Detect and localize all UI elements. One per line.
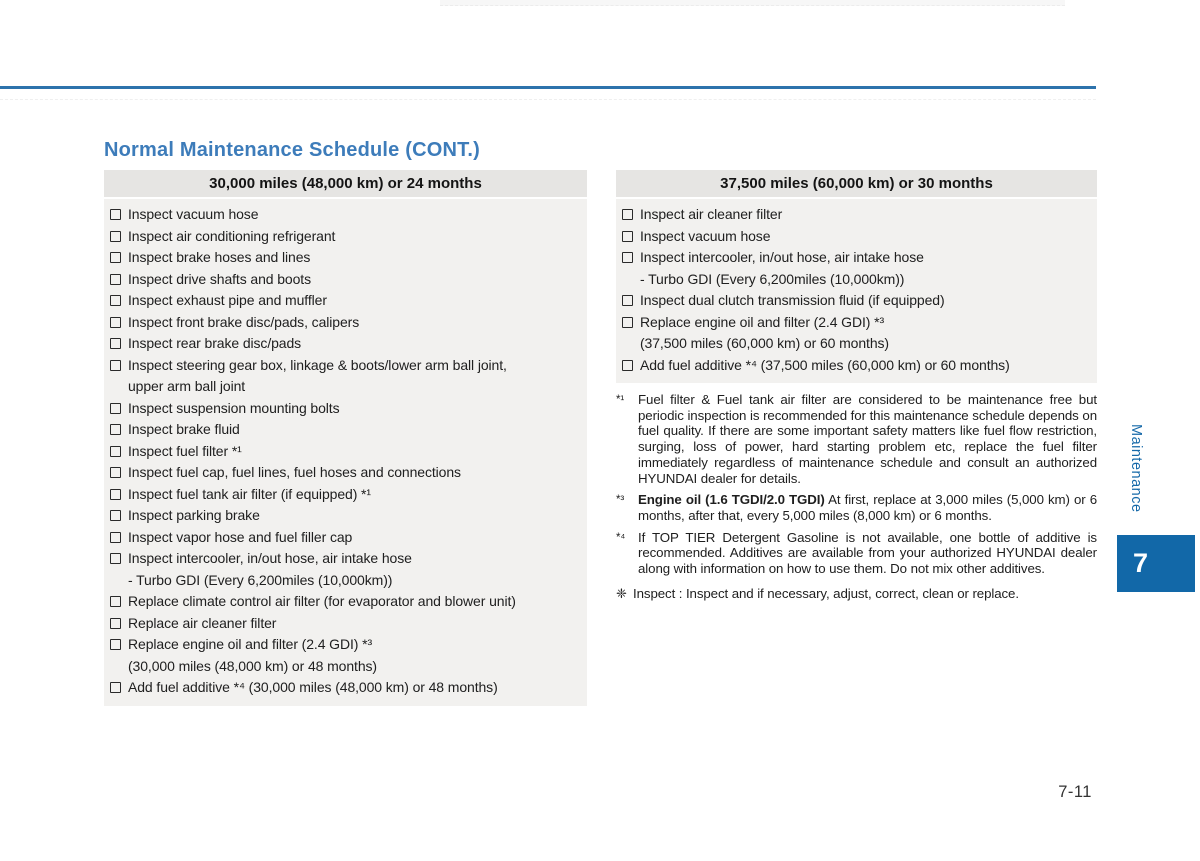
footnote-1 xyxy=(616,392,1097,486)
item-label-continued: (37,500 miles (60,000 km) or 60 months) xyxy=(640,335,889,351)
maintenance-item xyxy=(108,419,583,441)
item-label: Inspect exhaust pipe and muffler xyxy=(128,292,327,308)
item-label: Replace engine oil and filter (2.4 GDI) *³ xyxy=(128,636,373,652)
maintenance-item xyxy=(108,226,583,248)
schedule-header-left: 30,000 miles (48,000 km) or 24 months xyxy=(104,170,587,197)
footnote-text: If TOP TIER Detergent Gasoline is not available, one bottle of additive is recommended. Additives are available from your authorized HYUNDAI dealer along with information on how to use them. Do not mix other additives. xyxy=(638,529,1097,577)
item-label: Inspect front brake disc/pads, calipers xyxy=(128,313,360,330)
maintenance-item xyxy=(108,548,583,591)
item-label-continued: - Turbo GDI (Every 6,200miles (10,000km)) xyxy=(640,270,905,287)
item-label: Inspect fuel tank air filter (if equipped) *¹ xyxy=(128,485,371,502)
checkbox-icon xyxy=(110,639,121,650)
footnote-marker: *¹ xyxy=(616,394,625,406)
schedule-column-right xyxy=(616,170,1097,602)
checkbox-icon xyxy=(110,682,121,693)
header-divider-rule xyxy=(0,86,1096,89)
checkbox-icon xyxy=(622,295,633,306)
checkbox-icon xyxy=(110,231,121,242)
item-label-continued: upper arm ball joint xyxy=(128,378,246,394)
item-label: Inspect air cleaner filter xyxy=(640,206,783,222)
checkbox-icon xyxy=(110,360,121,371)
item-label: Inspect vapor hose and fuel filler cap xyxy=(128,528,353,545)
item-label: Add fuel additive *⁴ (30,000 miles (48,000 km) or 48 months) xyxy=(128,679,498,695)
item-label: Inspect intercooler, in/out hose, air intake hose xyxy=(640,249,924,265)
maintenance-item xyxy=(620,290,1093,312)
item-label: Inspect steering gear box, linkage & boots/lower arm ball joint, xyxy=(128,356,507,373)
checkbox-icon xyxy=(110,618,121,629)
maintenance-item xyxy=(108,527,583,549)
chapter-number: 7 xyxy=(1133,548,1149,578)
maintenance-item xyxy=(108,247,583,269)
maintenance-item xyxy=(108,204,583,226)
item-label-continued: - Turbo GDI (Every 6,200miles (10,000km)) xyxy=(128,571,393,588)
item-label: Replace air cleaner filter xyxy=(128,614,277,631)
checkbox-icon xyxy=(110,252,121,263)
schedule-list-left xyxy=(104,199,587,706)
maintenance-item xyxy=(108,355,583,398)
maintenance-item xyxy=(620,247,1093,290)
item-label: Inspect intercooler, in/out hose, air intake hose xyxy=(128,550,412,566)
maintenance-item xyxy=(108,312,583,334)
item-label: Replace climate control air filter (for evaporator and blower unit) xyxy=(128,593,516,609)
checkbox-icon xyxy=(110,467,121,478)
maintenance-item xyxy=(108,591,583,613)
maintenance-item xyxy=(108,484,583,506)
item-label: Inspect dual clutch transmission fluid (if equipped) xyxy=(640,292,945,308)
item-label: Inspect brake hoses and lines xyxy=(128,249,311,265)
item-label: Inspect vacuum hose xyxy=(640,227,771,244)
checkbox-icon xyxy=(110,295,121,306)
checkbox-icon xyxy=(110,274,121,285)
checkbox-icon xyxy=(110,532,121,543)
checkbox-icon xyxy=(110,446,121,457)
chapter-tab-label: Maintenance xyxy=(1128,424,1144,513)
item-label-continued: (30,000 miles (48,000 km) or 48 months) xyxy=(128,657,377,674)
item-label: Inspect suspension mounting bolts xyxy=(128,399,340,416)
checkbox-icon xyxy=(110,338,121,349)
scan-dashes xyxy=(0,99,1096,100)
maintenance-item xyxy=(108,269,583,291)
page-number: 7-11 xyxy=(1058,783,1092,801)
checkbox-icon xyxy=(110,424,121,435)
page-title: Normal Maintenance Schedule (CONT.) xyxy=(104,139,480,161)
maintenance-item xyxy=(108,505,583,527)
footnote-3 xyxy=(616,492,1097,523)
item-label: Add fuel additive *⁴ (37,500 miles (60,000 km) or 60 months) xyxy=(640,356,1010,373)
checkbox-icon xyxy=(110,317,121,328)
item-label: Inspect vacuum hose xyxy=(128,206,259,222)
maintenance-item xyxy=(620,226,1093,248)
checkbox-icon xyxy=(110,403,121,414)
checkbox-icon xyxy=(622,317,633,328)
chapter-number-tab xyxy=(1117,535,1195,592)
item-label: Inspect parking brake xyxy=(128,507,260,523)
checkbox-icon xyxy=(110,553,121,564)
footnote-lead: Engine oil (1.6 TGDI/2.0 TGDI) xyxy=(638,492,825,508)
item-label: Inspect air conditioning refrigerant xyxy=(128,227,336,244)
checkbox-icon xyxy=(622,209,633,220)
maintenance-item xyxy=(108,677,583,699)
maintenance-item xyxy=(108,333,583,355)
item-label: Inspect drive shafts and boots xyxy=(128,270,311,287)
checkbox-icon xyxy=(110,596,121,607)
maintenance-item xyxy=(108,462,583,484)
checkbox-icon xyxy=(622,231,633,242)
maintenance-item xyxy=(108,634,583,677)
maintenance-item xyxy=(620,355,1093,377)
inspect-note-text: Inspect : Inspect and if necessary, adjust, correct, clean or replace. xyxy=(633,585,1019,601)
scan-artifact xyxy=(440,0,1065,6)
footnote-marker: *⁴ xyxy=(616,531,626,544)
schedule-column-left xyxy=(104,170,587,706)
footnote-4 xyxy=(616,530,1097,577)
item-label: Replace engine oil and filter (2.4 GDI) *³ xyxy=(640,313,885,330)
checkbox-icon xyxy=(622,360,633,371)
maintenance-item xyxy=(620,204,1093,226)
checkbox-icon xyxy=(110,510,121,521)
item-label: Inspect brake fluid xyxy=(128,421,240,437)
item-label: Inspect rear brake disc/pads xyxy=(128,335,302,351)
footnote-marker: *³ xyxy=(616,494,625,507)
maintenance-item xyxy=(108,613,583,635)
schedule-header-right: 37,500 miles (60,000 km) or 30 months xyxy=(616,170,1097,197)
maintenance-item xyxy=(108,398,583,420)
schedule-list-right xyxy=(616,199,1097,383)
item-label: Inspect fuel filter *¹ xyxy=(128,442,242,459)
sparkle-asterisk-icon: ❈ xyxy=(616,585,627,601)
maintenance-item xyxy=(108,290,583,312)
checkbox-icon xyxy=(110,209,121,220)
maintenance-item xyxy=(108,441,583,463)
footnote-text: Fuel filter & Fuel tank air filter are considered to be maintenance free but periodic inspection is recommended for this maintenance schedule depends on fuel quality. If there are some important safety matters like fuel flow restriction, surging, loss of power, hard starting problem etc, replace the fuel filter immediately regardless of maintenance schedule and consult an authorized HYUNDAI dealer for details. xyxy=(638,392,1097,486)
footnotes-section xyxy=(616,392,1097,602)
checkbox-icon xyxy=(622,252,633,263)
footnote-rest: At first, replace at 3,000 miles (5,000 km) or 6 months, after that, every 5,000 miles (8,000 km) or 6 months. xyxy=(638,492,1097,523)
item-label: Inspect fuel cap, fuel lines, fuel hoses and connections xyxy=(128,464,461,480)
footnote-text xyxy=(638,492,1097,523)
inspect-note xyxy=(616,586,1097,602)
maintenance-item xyxy=(620,312,1093,355)
checkbox-icon xyxy=(110,489,121,500)
